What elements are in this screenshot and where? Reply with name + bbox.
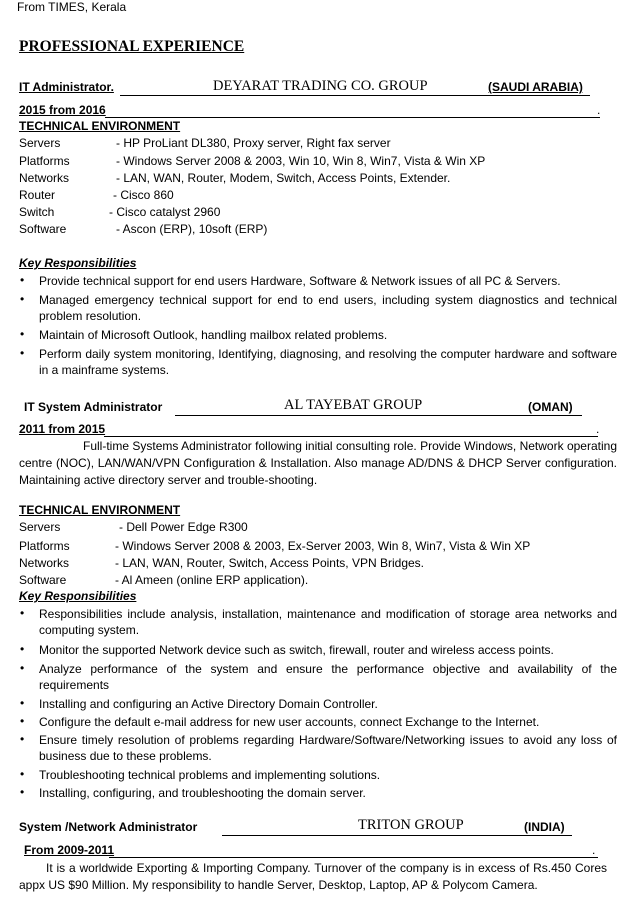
tech-value: - Ascon (ERP), 10soft (ERP) (116, 222, 268, 236)
tech-value: - Al Ameen (online ERP application). (115, 573, 309, 587)
tech-label: Networks (19, 171, 70, 185)
tech-label: Networks (19, 556, 70, 570)
period-end: . (592, 843, 596, 857)
tech-label: Software (19, 573, 67, 587)
job-country: (OMAN) (528, 400, 573, 414)
responsibilities-heading: Key Responsibilities (19, 256, 137, 270)
bullet-icon: • (20, 767, 25, 781)
heading-underline (120, 95, 590, 96)
company-name: DEYARAT TRADING CO. GROUP (213, 78, 428, 94)
tech-label: Router (19, 188, 56, 202)
tech-label: Switch (19, 205, 55, 219)
responsibilities-heading: Key Responsibilities (19, 589, 137, 603)
job-period: 2011 from 2015 (19, 422, 106, 436)
responsibility-item: Provide technical support for end users Hardware, Software & Network issues of all PC & Servers. (39, 274, 561, 288)
bullet-icon: • (20, 696, 25, 710)
responsibility-item: Managed emergency technical support for end to end users, including system diagnostics and technical problem resolution. (39, 293, 617, 323)
company-name: AL TAYEBAT GROUP (284, 397, 423, 413)
tech-value: - Cisco catalyst 2960 (109, 205, 221, 219)
job-period: From 2009-2011 (24, 843, 115, 857)
responsibility-item: Perform daily system monitoring, Identifying, diagnosing, and resolving the computer hardware and software in a mainframe systems. (39, 347, 617, 377)
bullet-icon: • (20, 292, 25, 306)
responsibility-item: Analyze performance of the system and ensure the performance objective and availability of the requirements (39, 662, 617, 692)
bullet-icon: • (20, 732, 25, 746)
period-end: . (597, 103, 601, 117)
tech-value: - Windows Server 2008 & 2003, Ex-Server 2003, Win 8, Win7, Vista & Win XP (115, 539, 531, 553)
bullet-icon: • (20, 785, 25, 799)
job-period: 2015 from 2016 (19, 103, 106, 117)
period-underline (105, 117, 600, 118)
responsibility-item: Configure the default e-mail address for new user accounts, connect Exchange to the Internet. (39, 715, 540, 729)
job-summary: Full-time Systems Administrator following initial consulting role. Provide Windows, Network operating centre (NOC), LAN/WAN/VPN Configuration & Installation. Also manage AD/DNS & DHCP Server configuration. Maintaining active directory server and trouble-shooting. (19, 439, 617, 487)
tech-label: Platforms (19, 154, 70, 168)
tech-label: Platforms (19, 539, 70, 553)
tech-value: - Cisco 860 (113, 188, 174, 202)
tech-env-heading: TECHNICAL ENVIRONMENT (19, 503, 181, 517)
period-underline (109, 857, 598, 858)
tech-label: Servers (19, 520, 61, 534)
tech-label: Software (19, 222, 67, 236)
responsibility-item: Maintain of Microsoft Outlook, handling mailbox related problems. (39, 328, 388, 342)
section-title: PROFESSIONAL EXPERIENCE (19, 38, 245, 55)
bullet-icon: • (20, 661, 25, 675)
tech-value: - LAN, WAN, Router, Modem, Switch, Access Points, Extender. (116, 171, 451, 185)
heading-underline (175, 415, 582, 416)
source-line: From TIMES, Kerala (17, 0, 127, 14)
tech-label: Servers (19, 136, 61, 150)
responsibility-item: Installing, configuring, and troubleshooting the domain server. (39, 786, 366, 800)
job-summary: It is a worldwide Exporting & Importing Company. Turnover of the company is in excess of Rs.450 Cores appx US $90 Million. My responsibility to handle Server, Desktop, Laptop, AP & Polycom Camera. (19, 861, 607, 892)
job-country: (INDIA) (524, 820, 565, 834)
tech-value: - Dell Power Edge R300 (119, 520, 248, 534)
bullet-icon: • (20, 642, 25, 656)
period-underline (104, 436, 598, 437)
responsibility-item: Monitor the supported Network device such as switch, firewall, router and wireless access points. (39, 643, 554, 657)
tech-value: - HP ProLiant DL380, Proxy server, Right fax server (116, 136, 391, 150)
responsibility-item: Troubleshooting technical problems and implementing solutions. (39, 768, 381, 782)
company-name: TRITON GROUP (358, 817, 464, 833)
responsibility-item: Responsibilities include analysis, installation, maintenance and modification of storage area networks and computing system. (39, 607, 617, 637)
tech-env-heading: TECHNICAL ENVIRONMENT (19, 119, 181, 133)
job-title: IT Administrator. (19, 80, 114, 94)
job-title: IT System Administrator (24, 400, 163, 414)
job-title: System /Network Administrator (19, 820, 198, 834)
bullet-icon: • (20, 327, 25, 341)
bullet-icon: • (20, 273, 25, 287)
period-end: . (596, 422, 600, 436)
tech-value: - Windows Server 2008 & 2003, Win 10, Win 8, Win7, Vista & Win XP (116, 154, 486, 168)
responsibility-item: Ensure timely resolution of problems regarding Hardware/Software/Networking issues to avoid any loss of business due to these problems. (39, 733, 617, 763)
heading-underline (222, 835, 572, 836)
bullet-icon: • (20, 714, 25, 728)
responsibility-item: Installing and configuring an Active Directory Domain Controller. (39, 697, 378, 711)
bullet-icon: • (20, 346, 25, 360)
job-country: (SAUDI ARABIA) (488, 80, 583, 94)
bullet-icon: • (20, 606, 25, 620)
tech-value: - LAN, WAN, Router, Switch, Access Points, VPN Bridges. (115, 556, 424, 570)
